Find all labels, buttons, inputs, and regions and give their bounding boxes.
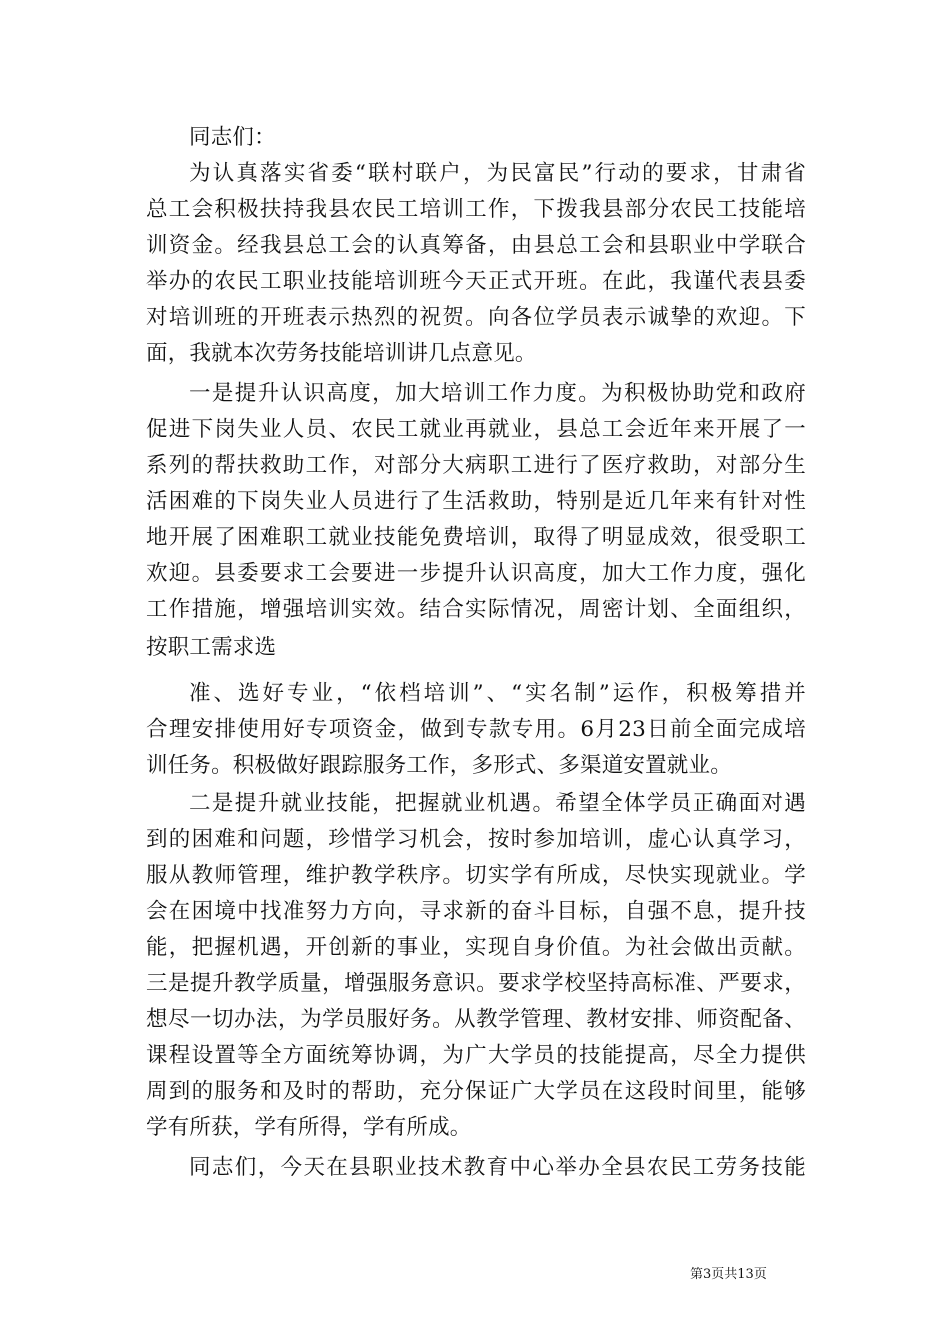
text-line: 课程设置等全方面统筹协调，为广大学员的技能提高，尽全力提供 [146, 1043, 806, 1068]
text-line: 能，把握机遇，开创新的事业，实现自身价值。为社会做出贡献。 [146, 935, 806, 960]
text-line: 周到的服务和及时的帮助，充分保证广大学员在这段时间里，能够 [146, 1079, 806, 1104]
text-line: 一是提升认识高度，加大培训工作力度。为积极协助党和政府 [189, 381, 806, 406]
text-line: 面，我就本次劳务技能培训讲几点意见。 [146, 341, 537, 366]
text-line: 到的困难和问题，珍惜学习机会，按时参加培训，虚心认真学习， [146, 827, 806, 852]
text-line: 同志们，今天在县职业技术教育中心举办全县农民工劳务技能 [189, 1155, 806, 1180]
text-line: 会在困境中找准努力方向，寻求新的奋斗目标，自强不息，提升技 [146, 899, 806, 924]
text-line: 对培训班的开班表示热烈的祝贺。向各位学员表示诚挚的欢迎。下 [146, 305, 806, 330]
text-line: 欢迎。县委要求工会要进一步提升认识高度，加大工作力度，强化 [146, 561, 806, 586]
text-line: 按职工需求选 [146, 635, 277, 660]
text-line: 想尽一切办法，为学员服好务。从教学管理、教材安排、师资配备、 [146, 1007, 806, 1032]
text-line: 地开展了困难职工就业技能免费培训，取得了明显成效，很受职工 [146, 525, 806, 550]
text-line: 为认真落实省委“联村联户，为民富民”行动的要求，甘肃省 [189, 161, 806, 186]
text-line: 同志们： [189, 125, 276, 150]
text-line: 举办的农民工职业技能培训班今天正式开班。在此，我谨代表县委 [146, 269, 806, 294]
page-number: 第3页共13页 [690, 1267, 767, 1282]
text-line: 工作措施，增强培训实效。结合实际情况，周密计划、全面组织， [146, 597, 806, 622]
text-line: 合理安排使用好专项资金，做到专款专用。6月23日前全面完成培 [146, 717, 806, 742]
text-line: 总工会积极扶持我县农民工培训工作，下拨我县部分农民工技能培 [146, 197, 806, 222]
text-line: 二是提升就业技能，把握就业机遇。希望全体学员正确面对遇 [189, 791, 806, 816]
text-line: 训资金。经我县总工会的认真筹备，由县总工会和县职业中学联合 [146, 233, 806, 258]
text-line: 训任务。积极做好跟踪服务工作，多形式、多渠道安置就业。 [146, 753, 732, 778]
text-line: 学有所获，学有所得，学有所成。 [146, 1115, 472, 1140]
text-line: 准、选好专业，“依档培训”、“实名制”运作，积极筹措并 [189, 681, 806, 706]
text-line: 三是提升教学质量，增强服务意识。要求学校坚持高标准、严要求， [146, 971, 806, 996]
text-line: 服从教师管理，维护教学秩序。切实学有所成，尽快实现就业。学 [146, 863, 806, 888]
text-line: 系列的帮扶救助工作，对部分大病职工进行了医疗救助，对部分生 [146, 453, 806, 478]
text-line: 活困难的下岗失业人员进行了生活救助，特别是近几年来有针对性 [146, 489, 806, 514]
text-line: 促进下岗失业人员、农民工就业再就业，县总工会近年来开展了一 [146, 417, 806, 442]
